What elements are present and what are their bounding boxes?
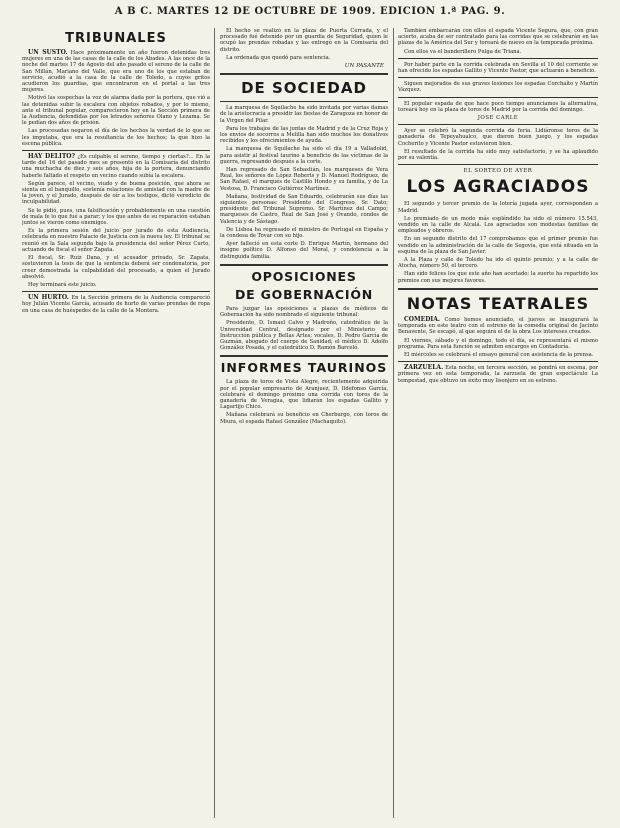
column-right bbox=[398, 28, 598, 820]
article-text: Esta noche, en tercera sección, se pondrá en escena, por primera vez en esta temporada, la zarzuela de gran espectáculo La tempestad, que obtuvo un éxito muy lisonjero en su estreno. bbox=[398, 365, 598, 384]
article-paragraph: Con ellos va el banderillero Pulga de Triana. bbox=[404, 48, 522, 55]
heading-de-gobernacion: DE GOBERNACIÓN bbox=[234, 286, 374, 302]
article-paragraph bbox=[22, 50, 210, 93]
article-paragraph bbox=[22, 154, 210, 179]
section-rule bbox=[22, 150, 210, 151]
article-paragraph: El resultado de la corrida ha sido muy satisfactorio, y se ha aplaudido por su valentía. bbox=[398, 148, 598, 162]
article-lead: HAY DELITO? bbox=[28, 153, 76, 161]
article-paragraph: En un segundo distrito del 17 comprobamos que el primer premio fue vendido en la administración de la calle de Segovia, que está situada en la esquina de la plaza de San Javier. bbox=[398, 236, 598, 255]
article-lead: COMEDIA. bbox=[404, 315, 440, 323]
article-paragraph: Para los trabajos de las juntas de Madrid y de la Cruz Roja y los envíos de socorros a Melilla han sido muchos los donativos recibidos y los ofrecimientos de ayuda. bbox=[220, 125, 388, 145]
article-signature: JOSE CARLE bbox=[477, 115, 519, 122]
article-paragraph: Hoy terminará este juicio. bbox=[28, 281, 97, 288]
article-paragraph: Es la primera sesión del juicio por jurado de esta Audiencia, celebrada en nuestro Palacio de Justicia con la nueva ley. El tribunal se reunió en la Sala segunda bajo la presidencia del señor Pérez Curto, actuando de fiscal el señor Zapata. bbox=[22, 228, 210, 253]
article-text: Como hemos anunciado, el jueves se inaugurará la temporada en este teatro con el estreno de la comedia original de Jacinto Benavente, Se escapó, al que seguirá el de la obra Los intereses creados. bbox=[398, 316, 598, 336]
article-paragraph: La marquesa de Squilache ha sido el día 19 a Valladolid, para asistir al festival taurino a beneficio de las víctimas de la guerra, regresando después a la corte. bbox=[220, 146, 388, 165]
article-paragraph: Presidente, D. Ismael Calvo y Madroño, catedrático de la Universidad Central, designado por el Ministerio de Instrucción pública y Bellas Artes; vocales, D. Pedro García de Guzmán, abogado del cuerpo de Sanidad; el médico D. Adolfo González Posada, y el catedrático D. Ramón Barceló. bbox=[220, 320, 388, 352]
article-paragraph: Ayer se celebró la segunda corrida de feria. Lidiáronse toros de la ganadería de Tepeyahualco, que dieron buen juego, y los espadas Cocherito y Vicente Pastor estuvieron bien. bbox=[398, 128, 598, 147]
heading-los-agraciados: LOS AGRACIADOS bbox=[406, 177, 590, 198]
article-lead: UN SUSTO. bbox=[28, 49, 68, 56]
column-divider-right bbox=[393, 28, 394, 818]
article-paragraph: La plaza de toros de Vista Alegre, recientemente adquirida por el popular empresario de Aranjuez, D. Ildefonso García, celebrará el domingo próximo una corrida con toros de la ganadería de Veragua, que lidiarán los espadas Gallito y Lagartijo Chico. bbox=[220, 379, 388, 411]
article-paragraph: También embarcarán con ellos el espada Vicente Segura, que, con gran acierto, acaba de ser contratado para las corridas que se celebrarán en las plazas de la América del Sur y toreará de nuevo en la temporada próxima. bbox=[398, 28, 598, 47]
article-paragraph: Se le pidió, pues, una falsificación y probablemente en una cuestión de mala fe lo que fué a parar; y los que antes de su reparación estaban juntos se vieron como enemigos. bbox=[22, 207, 210, 227]
article-lead: ZARZUELA. bbox=[404, 364, 444, 372]
article-paragraph: Siguen mejorados de sus graves lesiones los espadas Corchaíto y Martín Vázquez. bbox=[398, 81, 598, 94]
article-paragraph: Han regresado de San Sebastián, los marqueses de Vera Real, los señores de López Roberts y D. Manuel Rodríguez, de San Rafael, el marqués de Castillo Hondo y su familia, y de La Vestosa, D. Francisco Gutiérrez Martínez. bbox=[220, 167, 388, 192]
article-paragraph: El popular espada de que hace poco tiempo anunciamos la alternativa, toreará hoy en la plaza de toros de Madrid por la corrida del domingo. bbox=[398, 100, 598, 113]
section-rule bbox=[398, 164, 598, 165]
article-paragraph bbox=[398, 365, 598, 384]
article-paragraph: De Lisboa ha regresado el ministro de Portugal en España y la condesa de Tovar con su hijo. bbox=[220, 226, 388, 240]
article-paragraph: El viernes, sábado y el domingo, todo el día, se representará el mismo programa. Para esta función se admiten encargos en Contaduría. bbox=[398, 337, 598, 350]
section-rule bbox=[220, 73, 388, 75]
article-paragraph: El miércoles se celebrará el ensayo general con asistencia de la prensa. bbox=[404, 351, 594, 358]
column-left bbox=[22, 28, 210, 820]
article-text: ¿Es culpable el sereno, tiempo y ciertas?... En la tarde del 16 del pasado mes se presentó en la Comisaría del distrito una muchacha de diez y seis años, hija de la portera, denunciando haberle faltado el respeto un vecino cuando subía la escalera. bbox=[22, 154, 210, 179]
section-rule bbox=[398, 58, 598, 59]
section-rule bbox=[220, 355, 388, 357]
article-paragraph: Ayer falleció en esta corte D. Enrique Martín, hermano del insigne político D. Alfonso del Moral, y condolencia a la distinguida familia. bbox=[220, 241, 388, 260]
section-rule bbox=[398, 97, 598, 98]
column-middle bbox=[220, 28, 388, 820]
article-lead: UN HURTO. bbox=[28, 294, 69, 302]
section-kicker: EL SORTEO DE AYER bbox=[463, 168, 533, 175]
article-paragraph: Mañana, festividad de San Eduardo, celebrarán sus días las siguientes personas: Presidente del Congreso, Sr. Dato; presidente del Tribunal Supremo, Sr. Martínez del Campo; marqueses de Castro, Real de San José y Ovando, condes de Valencia y de Sástago. bbox=[220, 193, 388, 225]
heading-informes-taurinos: INFORMES TAURINOS bbox=[220, 360, 388, 376]
article-paragraph: El fiscal, Sr. Ruiz Dana, y el acusador privado, Sr. Zapata, sostuvieron la tesis de que la sentencia deberá ser condenatoria, por creer demostrada la culpabilidad del procesado, a quien el Jurado absolvió. bbox=[22, 255, 210, 280]
article-text: En la Sección primera de la Audiencia compareció hoy Julián Vicente García, acusado de hurto de varias prendas de ropa en una casa de huéspedes de la calle de la Montera. bbox=[22, 295, 210, 314]
article-paragraph: Lo premiado de un modo más espléndido ha sido el número 15.543, vendido en la calle de Alcalá. Los agraciados son modestas familias de empleados y obreros. bbox=[398, 215, 598, 235]
section-rule bbox=[22, 291, 210, 292]
section-rule bbox=[220, 264, 388, 266]
heading-de-sociedad: DE SOCIEDAD bbox=[241, 79, 367, 98]
article-paragraph: Las procesadas negaron el día de los hechos la verdad de lo que se les imputaba, que era la resultancia de los hechos; la que hizo la escena pública. bbox=[22, 128, 210, 147]
section-rule bbox=[398, 77, 598, 78]
section-rule bbox=[398, 124, 598, 125]
section-rule bbox=[398, 288, 598, 290]
article-signature: UN PASANTE bbox=[344, 63, 384, 70]
article-paragraph bbox=[22, 295, 210, 314]
heading-oposiciones: OPOSICIONES bbox=[251, 268, 357, 284]
article-paragraph: Mañana celebrará su beneficio en Cherburgo, con toros de Miura, el espada Rafael González (Machaquito). bbox=[220, 412, 388, 425]
article-text: Hace próximamente un año fueron detenidas tres mujeres en una de las casas de la calle de los Abades. A las once de la noche del martes 17 de Agosto del año pasado el sereno de la calle de San Millán, Mariano del Valle, que era uno de los que estaban de servicio, acudió a la casa de la calle de Toledo, a cuyos gritos acudieron los guardias, que encontraron en el portal a las tres mujeres. bbox=[22, 50, 210, 94]
article-paragraph: Por haber parte en la corrida celebrada en Sevilla el 10 del corriente se han ofrecido los espadas Gallito y Vicente Pastor, que actuarán a beneficio. bbox=[398, 61, 598, 75]
article-paragraph: A la Plaza y calle de Toledo ha ido el quinto premio; y a la calle de Atocha, número 50, el tercero. bbox=[398, 257, 598, 270]
article-paragraph: El segundo y tercer premio de la lotería jugada ayer, corresponden a Madrid. bbox=[398, 201, 598, 214]
section-rule bbox=[220, 101, 388, 102]
article-paragraph: Motivó las sospechas la voz de alarma dada por la portera, que vió a las detenidas subir la escalera con objetos robados, y por lo mismo, ante el tribunal popular, comparecieron hoy en la Sección primera de la Audiencia, defendidas por los letrados señores Olano y Lezama. Se le pedían dos años de prisión. bbox=[22, 95, 210, 127]
article-paragraph bbox=[398, 317, 598, 336]
section-rule bbox=[398, 361, 598, 362]
column-divider-left bbox=[214, 28, 215, 818]
article-paragraph: Han sido felices los que este año han acertado: la suerte ha repartido los premios con sus mejores favores. bbox=[398, 271, 598, 284]
heading-tribunales: TRIBUNALES bbox=[65, 31, 167, 46]
article-paragraph: La ordenada que quedó para sentencia. bbox=[226, 54, 331, 61]
article-paragraph: El hecho se realizó en la plaza de Puerta Cerrada, y el procesado fué detenido por un guardia de Seguridad, quien le ocupó las prendas robadas y las entregó en la Comisaría del distrito. bbox=[220, 28, 388, 53]
page-header: A B C. MARTES 12 DE OCTUBRE DE 1909. EDICION 1.ª PAG. 9. bbox=[114, 6, 506, 17]
article-paragraph: Según parece, el vecino, viudo y de buena posición, que ahora se sienta en el banquillo, sostenía relaciones de amistad con la madre de la joven, y el Jurado, después de oír a los testigos, dictó veredicto de inculpabilidad. bbox=[22, 180, 210, 206]
heading-notas-teatrales: NOTAS TEATRALES bbox=[406, 293, 590, 313]
article-paragraph: Para juzgar las oposiciones a plazas de médicos de Gobernación ha sido nombrado el siguiente tribunal: bbox=[220, 305, 388, 319]
article-paragraph: La marquesa de Squilache ha sido invitada por varias damas de la aristocracia a presidir las fiestas de Zaragoza en honor de la Virgen del Pilar. bbox=[220, 105, 388, 124]
